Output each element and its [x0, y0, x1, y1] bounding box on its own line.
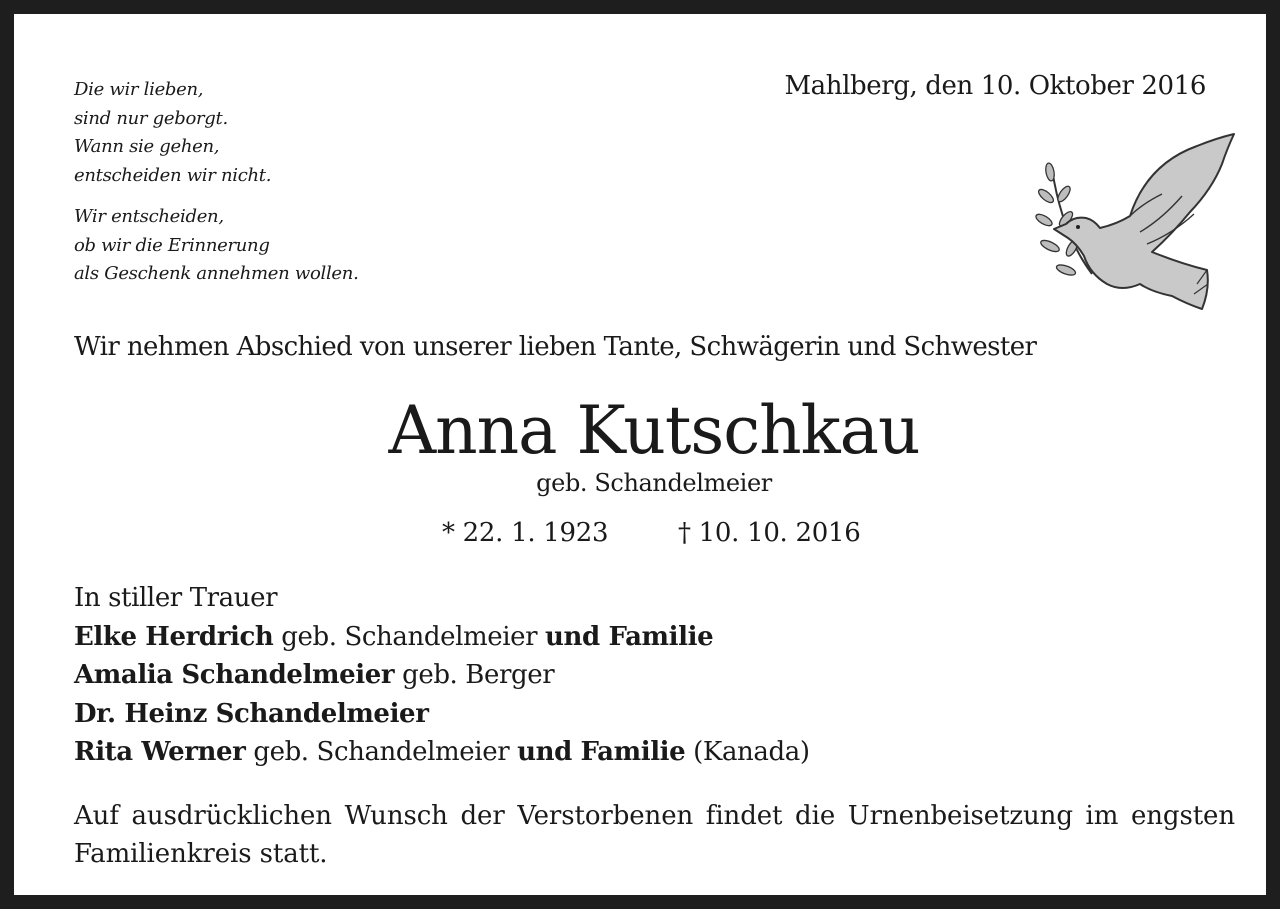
mourner-extra: (Kanada) — [685, 737, 810, 767]
poem — [74, 76, 359, 289]
mourner-row — [74, 656, 810, 695]
poem-stanza-2 — [74, 203, 359, 289]
mourner-row — [74, 733, 810, 772]
poem-line: Wir entscheiden, — [74, 206, 224, 227]
closing-notice: Auf ausdrücklichen Wunsch der Verstorbenen findet die Urnenbeisetzung im engsten Familienkreis statt. — [74, 801, 1235, 869]
mourner-nee: geb. Berger — [394, 660, 555, 690]
mourners-heading: In stiller Trauer — [74, 583, 278, 613]
dove-with-olive-branch-icon — [1022, 124, 1242, 319]
mourner-row — [74, 618, 810, 657]
mourner-nee: geb. Schandelmeier — [245, 737, 518, 767]
poem-line: sind nur geborgt. — [74, 107, 228, 129]
death-date: † 10. 10. 2016 — [678, 518, 861, 548]
mourner-nee: geb. Schandelmeier — [273, 621, 546, 652]
intro-text: Wir nehmen Abschied von unserer lieben Tante, Schwägerin und Schwester — [74, 332, 1037, 362]
poem-line: ob wir die Erinnerung — [74, 234, 270, 256]
mourner-name: Amalia Schandelmeier — [74, 660, 395, 690]
birth-date: * 22. 1. 1923 — [442, 518, 609, 548]
deceased-birth-name: geb. Schandelmeier — [536, 469, 772, 497]
place-date: Mahlberg, den 10. Oktober 2016 — [784, 71, 1206, 101]
mourner-suffix: und Familie — [517, 737, 686, 767]
mourner-name: Elke Herdrich — [74, 621, 274, 652]
mourners-list — [74, 579, 810, 772]
mourner-row — [74, 695, 810, 734]
poem-line: Wann sie gehen, — [74, 136, 220, 157]
deceased-name: Anna Kutschkau — [388, 392, 920, 469]
poem-stanza-1 — [74, 76, 359, 190]
poem-line: Die wir lieben, — [74, 79, 204, 100]
poem-line: entscheiden wir nicht. — [74, 164, 272, 186]
mourner-name: Dr. Heinz Schandelmeier — [74, 698, 429, 729]
poem-line: als Geschenk annehmen wollen. — [74, 263, 359, 284]
mourner-name: Rita Werner — [74, 737, 246, 767]
mourner-suffix: und Familie — [545, 621, 714, 652]
